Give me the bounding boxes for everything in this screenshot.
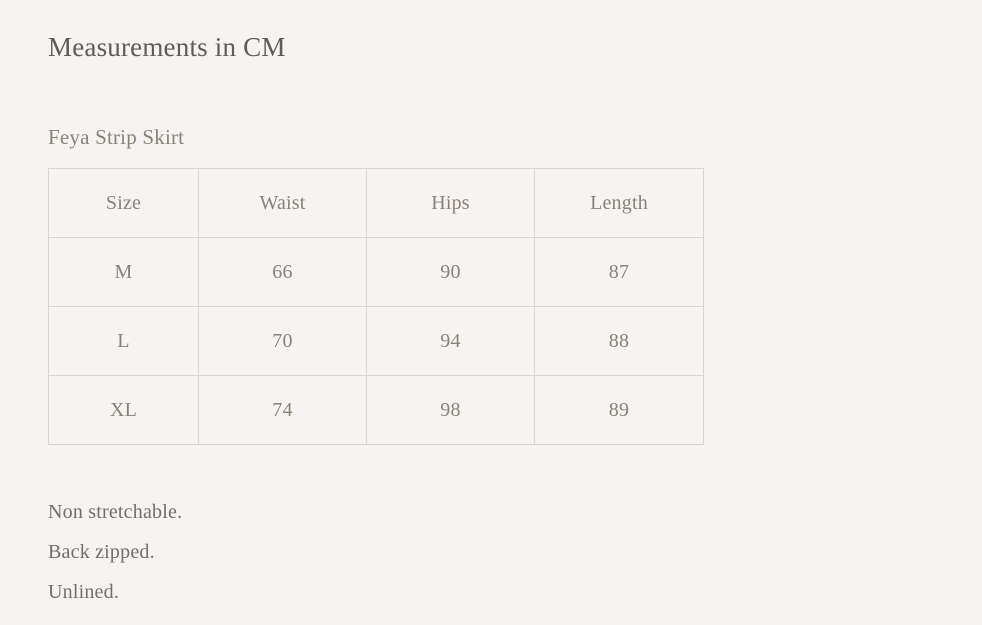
cell-length: 87	[535, 238, 704, 307]
cell-hips: 90	[367, 238, 535, 307]
cell-size: XL	[49, 376, 199, 445]
column-header-size: Size	[49, 169, 199, 238]
cell-length: 89	[535, 376, 704, 445]
table-header-row	[49, 169, 704, 238]
note-line: Back zipped.	[48, 540, 155, 563]
column-header-waist: Waist	[199, 169, 367, 238]
product-name: Feya Strip Skirt	[48, 125, 185, 149]
cell-size: M	[49, 238, 199, 307]
cell-waist: 70	[199, 307, 367, 376]
page-title: Measurements in CM	[48, 32, 286, 62]
product-notes	[48, 493, 934, 612]
cell-waist: 74	[199, 376, 367, 445]
table-row	[49, 238, 704, 307]
note-line: Non stretchable.	[48, 501, 183, 523]
note-line: Unlined.	[48, 580, 120, 603]
table-row	[49, 307, 704, 376]
cell-size: L	[49, 307, 199, 376]
cell-hips: 98	[367, 376, 535, 445]
cell-waist: 66	[199, 238, 367, 307]
measurements-table	[48, 168, 704, 445]
cell-length: 88	[535, 307, 704, 376]
cell-hips: 94	[367, 307, 535, 376]
table-row	[49, 376, 704, 445]
column-header-hips: Hips	[367, 169, 535, 238]
column-header-length: Length	[535, 169, 704, 238]
